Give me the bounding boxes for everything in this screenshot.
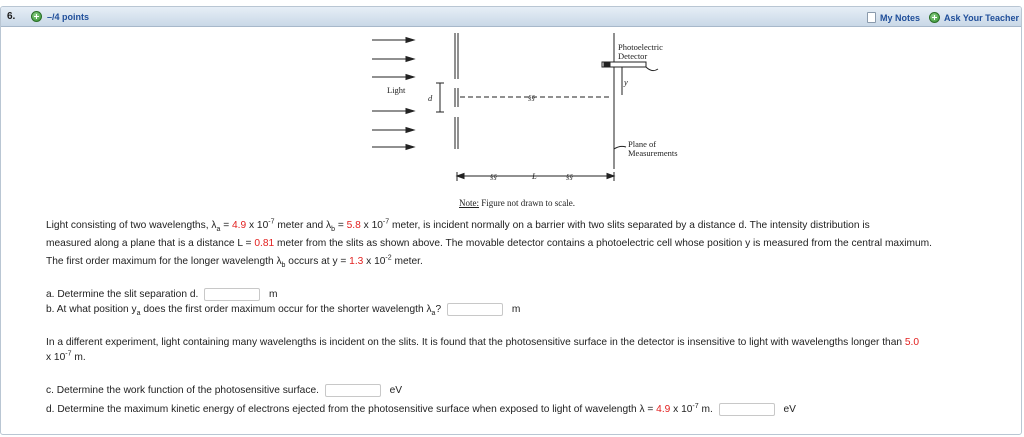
answer-input-c[interactable] — [325, 384, 381, 397]
exp-b: -7 — [382, 218, 390, 226]
lambda-a-value: 4.9 — [231, 220, 247, 231]
experiment2-line-1 — [46, 336, 919, 350]
double-slit-figure — [360, 29, 690, 212]
points-label: –/4 points — [47, 12, 90, 22]
p1g: meter, is incident normally on a barrier with two slits separated by a distance d. The intensity distribution is — [389, 220, 870, 231]
answer-input-b[interactable] — [447, 303, 503, 316]
note-prefix: Note: — [459, 198, 479, 208]
sub-b2: b — [281, 262, 286, 270]
p3a: The first order maximum for the longer wavelength λ — [46, 256, 282, 267]
note-text: Figure not drawn to scale. — [481, 198, 575, 208]
answer-input-a[interactable] — [204, 288, 260, 301]
detector-label-1: Photoelectric — [618, 42, 663, 52]
part-d-text3: m. — [698, 404, 713, 416]
expand-plus-icon[interactable] — [31, 11, 42, 22]
part-d-text1: d. Determine the maximum kinetic energy of electrons ejected from the photosensitive surface when exposed to light of wavelength λ = — [46, 404, 657, 416]
part-b — [46, 303, 520, 317]
part-d — [46, 403, 796, 417]
photoelectric-detector — [602, 62, 658, 71]
exp2-line1-text: In a different experiment, light containing many wavelengths is incident on the slits. It is found that the photosensitive surface in the detector is insensitive to light with wavelengths longer than — [46, 337, 905, 348]
plane-label-2: Measurements — [628, 148, 678, 158]
p1d: meter and λ — [274, 220, 332, 231]
p1f: x 10 — [360, 220, 383, 231]
answer-input-d[interactable] — [719, 403, 775, 416]
part-d-unit: eV — [783, 404, 796, 416]
plane-leader — [614, 146, 626, 149]
exp2-exp: -7 — [65, 350, 72, 358]
figure-note — [459, 198, 575, 208]
p1e: = — [335, 220, 347, 231]
part-b-unit: m — [511, 304, 521, 316]
part-d-exp: -7 — [692, 402, 699, 410]
L-break-left: §§ — [490, 173, 497, 181]
problem-line-1 — [46, 219, 870, 233]
p1a: Light consisting of two wavelengths, λ — [46, 220, 217, 231]
L-label: L — [532, 171, 537, 181]
problem-line-2 — [46, 237, 932, 251]
exp-y: -2 — [385, 254, 392, 262]
sub-b: b — [331, 226, 336, 234]
p1b: = — [220, 220, 232, 231]
sub-a: a — [216, 226, 221, 234]
exp-a: -7 — [268, 218, 275, 226]
y-label: y — [624, 77, 628, 87]
ask-teacher-plus-icon — [929, 12, 940, 23]
lambda-b-value: 5.8 — [346, 220, 361, 231]
note-icon — [867, 12, 876, 23]
p3d: meter. — [391, 256, 423, 267]
d-dimension — [436, 83, 444, 112]
p2b: meter from the slits as shown above. The movable detector contains a photoelectric cell whose position y is measured from the central maximum. — [274, 238, 932, 249]
slit-barrier — [455, 33, 458, 149]
part-d-text2: x 10 — [670, 404, 693, 416]
problem-line-3 — [46, 255, 423, 269]
exp2-line2a: x 10 — [46, 352, 66, 363]
part-b-text3: ? — [435, 304, 442, 316]
L-break-right: §§ — [566, 173, 573, 181]
p3c: x 10 — [363, 256, 386, 267]
part-a-unit: m — [269, 289, 278, 301]
part-d-lambda: 4.9 — [656, 404, 671, 416]
y-value: 1.3 — [349, 256, 364, 267]
p1c: x 10 — [246, 220, 269, 231]
part-a-text: a. Determine the slit separation d. — [46, 289, 199, 301]
exp2-line2b: m. — [71, 352, 86, 363]
L-value: 0.81 — [254, 238, 275, 249]
part-b-sub: a — [136, 310, 141, 318]
part-c-text: c. Determine the work function of the photosensitive surface. — [46, 385, 319, 397]
detector-label-2: Detector — [618, 51, 648, 61]
part-b-text2: does the first order maximum occur for the shorter wavelength λ — [140, 304, 432, 316]
ask-your-teacher-button[interactable] — [929, 12, 1019, 23]
part-a — [46, 288, 278, 302]
question-number: 6. — [7, 11, 16, 22]
my-notes-button[interactable] — [867, 12, 920, 23]
part-b-sub2: a — [431, 310, 436, 318]
my-notes-label: My Notes — [880, 12, 921, 23]
center-break-label: §§ — [528, 94, 535, 102]
cutoff-value: 5.0 — [904, 337, 920, 348]
experiment2-line-2 — [46, 351, 86, 365]
d-label: d — [428, 93, 433, 103]
p3b: occurs at y = — [285, 256, 350, 267]
part-b-text1: b. At what position y — [46, 304, 137, 316]
light-label: Light — [387, 85, 406, 95]
plane-label-1: Plane of — [628, 139, 657, 149]
ask-teacher-label: Ask Your Teacher — [944, 12, 1020, 23]
part-c — [46, 384, 402, 398]
double-slit-diagram — [360, 29, 690, 212]
p2a: measured along a plane that is a distance L = — [46, 238, 255, 249]
part-c-unit: eV — [389, 385, 403, 397]
question-header — [1, 7, 1021, 27]
